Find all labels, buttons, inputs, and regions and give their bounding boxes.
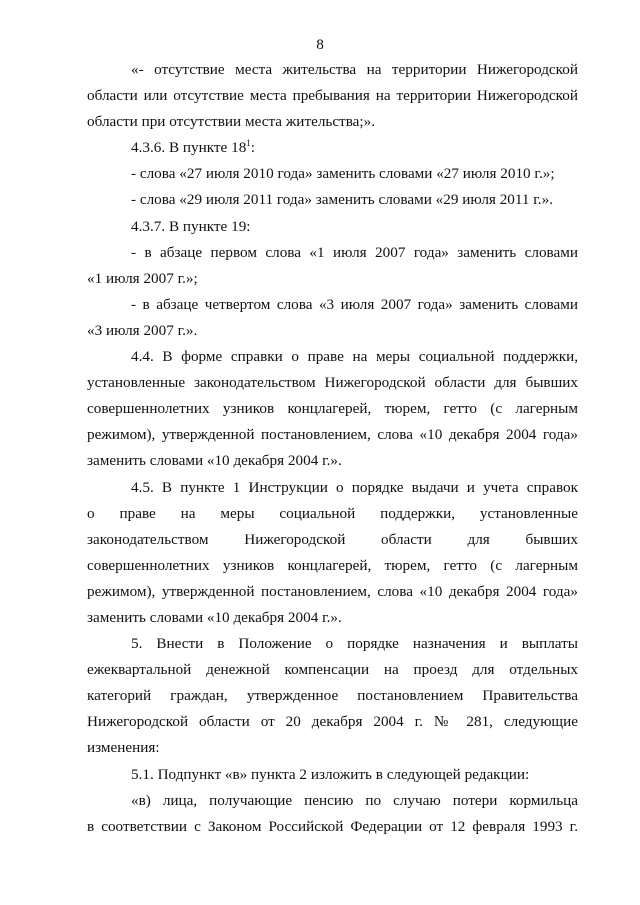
paragraph xyxy=(87,292,578,344)
paragraph xyxy=(87,135,578,161)
text-line: режимом), утвержденной постановлением, слова «10 декабря 2004 года» xyxy=(87,426,578,444)
text-line: категорий граждан, утвержденное постановлением Правительства xyxy=(87,687,578,705)
text-line: ежеквартальной денежной компенсации на проезд для отдельных xyxy=(87,661,578,679)
text-line: 5. Внести в Положение о порядке назначения и выплаты xyxy=(131,635,578,653)
paragraph xyxy=(87,762,578,788)
text-line: области или отсутствие места пребывания на территории Нижегородской xyxy=(87,87,578,105)
text-line: 4.5. В пункте 1 Инструкции о порядке выдачи и учета справок xyxy=(131,478,578,496)
text-line: совершеннолетних узников концлагерей, тюрем, гетто (с лагерным xyxy=(87,400,578,418)
text-line: «- отсутствие места жительства на территории Нижегородской xyxy=(131,61,578,78)
text-line: установленные законодательством Нижегородской области для бывших xyxy=(87,374,578,392)
text-line: 5.1. Подпункт «в» пункта 2 изложить в следующей редакции: xyxy=(131,765,530,783)
superscript: 1 xyxy=(246,138,251,149)
text-line: - слова «29 июля 2011 года» заменить словами «29 июля 2011 г.». xyxy=(131,191,553,209)
document-body xyxy=(87,57,578,840)
text-line: законодательством Нижегородской области для бывших xyxy=(87,530,578,548)
paragraph xyxy=(87,475,578,632)
text-line: о праве на меры социальной поддержки, установленные xyxy=(87,504,578,522)
text-tail: : xyxy=(250,139,256,157)
text-line: совершеннолетних узников концлагерей, тюрем, гетто (с лагерным xyxy=(87,556,578,574)
paragraph xyxy=(87,161,578,187)
page-number: 8 xyxy=(316,36,324,53)
text-line: 4.4. В форме справки о праве на меры социальной поддержки, xyxy=(131,348,578,366)
text-line: - в абзаце первом слова «1 июля 2007 года» заменить словами xyxy=(131,243,578,261)
paragraph xyxy=(87,788,578,840)
paragraph xyxy=(87,240,578,292)
text-line: «в) лица, получающие пенсию по случаю потери кормильца xyxy=(131,791,578,809)
text-line: заменить словами «10 декабря 2004 г.». xyxy=(87,608,342,626)
text-line: области при отсутствии места жительства;». xyxy=(87,113,376,131)
text-line: заменить словами «10 декабря 2004 г.». xyxy=(87,452,342,470)
text-line: - в абзаце четвертом слова «3 июля 2007 года» заменить словами xyxy=(131,295,578,313)
paragraph xyxy=(87,57,578,135)
paragraph xyxy=(87,631,578,761)
text-line: «3 июля 2007 г.». xyxy=(87,321,198,339)
paragraph xyxy=(87,214,578,240)
text-line: 4.3.6. В пункте $18^1$: xyxy=(131,138,256,157)
text-line: в соответствии с Законом Российской Федерации от 12 февраля 1993 г. xyxy=(87,817,578,835)
text-line: изменения: xyxy=(87,739,160,757)
text-line: Нижегородской области от 20 декабря 2004 г. № 281, следующие xyxy=(87,713,578,731)
text-line: 4.3.7. В пункте 19: xyxy=(131,217,251,235)
text-line: режимом), утвержденной постановлением, слова «10 декабря 2004 года» xyxy=(87,582,578,600)
text-line: «1 июля 2007 г.»; xyxy=(87,269,198,287)
text-line: - слова «27 июля 2010 года» заменить словами «27 июля 2010 г.»; xyxy=(131,165,555,183)
paragraph xyxy=(87,187,578,213)
paragraph xyxy=(87,344,578,474)
